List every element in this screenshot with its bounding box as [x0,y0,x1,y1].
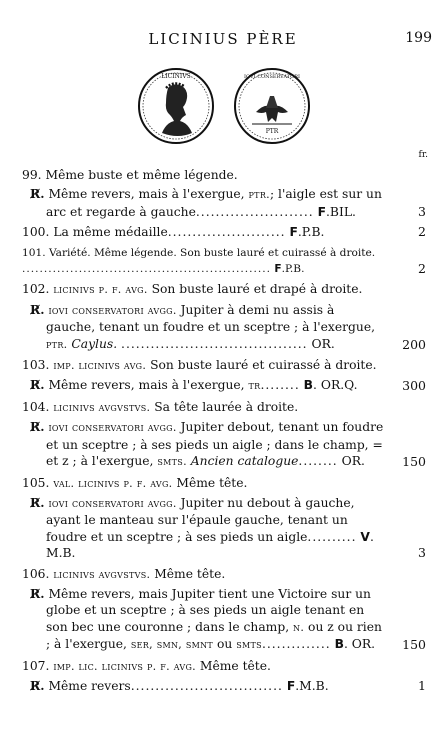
obverse-legend: val. licinivs p. f. avg. [53,476,173,490]
price: 2 [418,224,426,240]
coin-reverse-legend: IOVI CONSERVATORI [244,74,300,80]
leader-dots: ............................... [130,678,283,693]
field-mark: n. [293,620,305,634]
reverse-description-cont: ; l'aigle est sur un arc et regarde à gauche [46,187,382,219]
entry-description: La même médaille [53,225,168,240]
reverse-symbol: R̸. [30,419,45,435]
entry-description: Même buste et même légende. [45,168,238,182]
entry-description: Son buste lauré et cuirassé à droite. [146,358,377,373]
reverse-legend: iovi conservatori avgg. [48,421,177,435]
reverse-symbol: R̸. [30,494,45,510]
catalogue-entry [22,245,426,278]
entry-number: 102. [22,282,50,297]
catalogue-entry-reverse [22,495,426,562]
entry-number: 103. [22,358,50,373]
metal-mark: . M.B. [46,529,374,561]
entry-number: 99. [22,168,42,182]
catalogue-entry-reverse [22,678,426,694]
catalogue-entry [22,167,426,183]
price: 3 [418,203,426,219]
exergue-mark: ptr. [46,337,68,351]
leader-dots: ........ [298,454,338,469]
entry-description: Sa tête laurée à droite. [150,399,299,414]
entry-number: 107. [22,658,50,673]
catalogue-entry-reverse [22,186,426,220]
grade-mark: F [317,204,327,219]
catalogue-entries [22,163,426,694]
price: 1 [418,677,426,693]
exergue-mark: ptr. [248,188,270,202]
price: 200 [402,336,426,352]
catalogue-entry [22,224,426,240]
entry-number: 101. [22,246,46,259]
obverse-legend: licinivs p. f. avg. [53,283,148,297]
price: 150 [402,454,426,470]
reverse-legend: iovi conservatori avgg. [48,496,177,510]
obverse-legend: imp. lic. licinivs p. f. avg. [53,659,196,673]
catalogue-entry-reverse [22,419,426,470]
obverse-legend: licinivs avgvstvs. [53,400,151,414]
reverse-description: Même revers [48,678,131,693]
reverse-description: Jupiter à demi nu assis à gauche, tenant un foudre et un sceptre ; à l'exergue, [46,302,376,335]
catalogue-entry-reverse [22,586,426,654]
metal-mark: .BIL. [326,204,356,219]
metal-mark: .P.B. [297,225,325,240]
catalogue-entry [22,475,426,492]
entry-description: Variété. Même légende. Son buste lauré et cuirassé à droite. [48,246,376,259]
leader-dots: ........ [260,378,300,393]
metal-mark: . OR.Q. [313,378,358,393]
running-head-title: LICINIUS PÈRE [148,30,298,48]
leader-dots: ......................................................... [22,263,271,276]
source-reference: Ancien catalogue [186,454,299,469]
reverse-description: Jupiter nu debout à gauche, ayant le manteau sur l'épaule gauche, tenant un foudre et un sceptre ; à ses pieds un aigle [46,495,355,544]
catalogue-entry [22,281,426,298]
reverse-description: Même revers, mais à l'exergue, [48,378,249,393]
metal-mark: .M.B. [295,678,329,693]
catalogue-entry-reverse [22,377,426,394]
reverse-symbol: R̸. [30,186,45,202]
exergue-mark: ser, smn, smnt [130,638,214,652]
metal-mark: . OR. [343,637,376,652]
reverse-description: Même revers, mais Jupiter tient une Victoire sur un globe et un sceptre ; à ses pieds un aigle tenant en son bec une couronne ; dans le champ, [46,586,371,634]
price-column-label: fr. [418,150,428,160]
source-reference: Caylus. [67,336,118,351]
grade-mark: V [360,529,370,544]
coin-reverse-illustration [232,66,312,146]
leader-dots: .............. [261,637,331,652]
coin-obverse-illustration [136,66,216,146]
reverse-symbol: R̸. [30,677,45,693]
grade-mark: B [303,378,314,393]
leader-dots: ........................ [167,225,286,240]
obverse-legend: imp. licinivs avg. [53,359,147,373]
metal-mark: .P.B. [281,263,305,276]
catalogue-entry-reverse [22,302,426,353]
leader-dots: ........................ [195,204,314,219]
catalogue-entry [22,566,426,583]
grade-mark: F [274,263,282,276]
exergue-mark: smts [236,638,262,652]
grade-mark: F [289,225,298,240]
leader-dots: ...................................... [121,336,308,351]
reverse-symbol: R̸. [30,301,45,317]
price: 150 [402,637,426,653]
price: 2 [418,261,426,277]
catalogue-entry [22,658,426,675]
entry-number: 106. [22,566,50,581]
exergue-mark: tr [248,379,261,393]
catalogue-entry [22,357,426,374]
reverse-legend: iovi conservatori avgg. [48,303,177,317]
entry-description: Même tête. [150,566,226,581]
reverse-description-cont: ou [213,637,237,652]
reverse-description: Même revers, mais à l'exergue, [48,187,249,202]
entry-number: 105. [22,475,50,490]
entry-number: 100. [22,225,50,240]
entry-description: Même tête. [195,658,271,673]
obverse-legend: licinivs avgvstvs. [53,567,151,581]
entry-description: Même tête. [172,475,248,490]
coin-reverse-exergue: PTR [265,128,279,135]
grade-mark: B [334,637,344,652]
price: 300 [402,378,426,394]
reverse-symbol: R̸. [30,585,45,601]
leader-dots: .......... [307,529,357,544]
exergue-mark: smts. [157,455,187,469]
reverse-description-cont: ou z ou rien ; à l'exergue, [46,619,382,652]
page-number: 199 [405,30,432,46]
metal-mark: OR. [311,336,335,351]
metal-mark: OR. [341,454,365,469]
grade-mark: F [286,678,296,693]
catalogue-entry [22,399,426,416]
entry-number: 104. [22,399,50,414]
reverse-description: Jupiter debout, tenant un foudre et un sceptre ; à ses pieds un aigle ; dans le champ, = et z ; à l'exergue, [46,420,384,469]
coin-obverse-legend: LICINIVS [161,73,191,80]
reverse-symbol: R̸. [30,377,45,393]
entry-description: Son buste lauré et drapé à droite. [147,282,363,297]
price: 3 [418,545,426,561]
